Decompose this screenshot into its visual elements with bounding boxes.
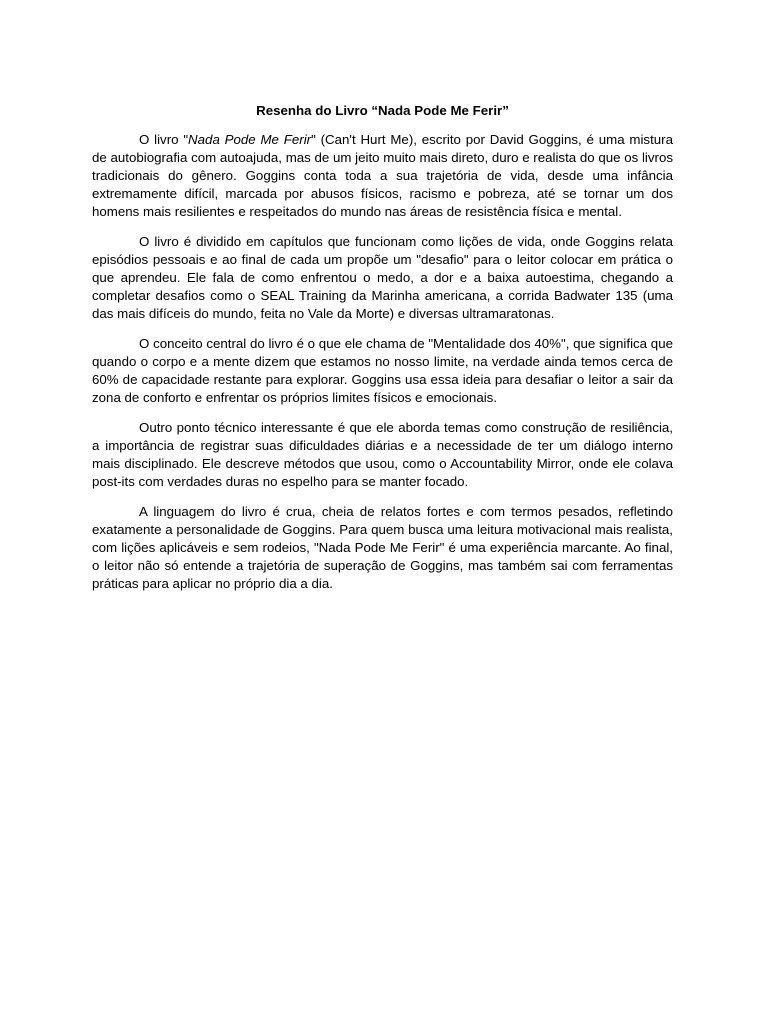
paragraph-1-italic-title: Nada Pode Me Ferir (188, 132, 312, 147)
paragraph-1-after: " (Can't Hurt Me), escrito por David Goggins, é uma mistura de autobiografia com autoajuda, mas de um jeito muito mais direto, duro e realista do que os livros tradicionais do gênero. Goggins conta toda a sua trajetória de vida, desde uma infância extremamente difícil, marcada por abusos físicos, racismo e pobreza, até se tornar um dos homens mais resilientes e respeitados do mundo nas áreas de resistência física e mental. (92, 132, 673, 219)
paragraph-4: Outro ponto técnico interessante é que ele aborda temas como construção de resiliência, a importância de registrar suas dificuldades diárias e a necessidade de ter um diálogo interno mais disciplinado. Ele descreve métodos que usou, como o Accountability Mirror, onde ele colava post-its com verdades duras no espelho para se manter focado. (92, 420, 673, 489)
paragraph-1-before: O livro " (139, 132, 189, 147)
paragraph-3: O conceito central do livro é o que ele chama de "Mentalidade dos 40%", que significa que quando o corpo e a mente dizem que estamos no nosso limite, na verdade ainda temos cerca de 60% de capacidade restante para explorar. Goggins usa essa ideia para desafiar o leitor a sair da zona de conforto e enfrentar os próprios limites físicos e emocionais. (92, 336, 673, 405)
document-title: Resenha do Livro “Nada Pode Me Ferir” (256, 103, 509, 118)
document-body (92, 102, 673, 605)
paragraph-1 (92, 131, 673, 221)
paragraph-2: O livro é dividido em capítulos que funcionam como lições de vida, onde Goggins relata episódios pessoais e ao final de cada um propõe um "desafio" para o leitor colocar em prática o que aprendeu. Ele fala de como enfrentou o medo, a dor e a baixa autoestima, chegando a completar desafios como o SEAL Training da Marinha americana, a corrida Badwater 135 (uma das mais difíceis do mundo, feita no Vale da Morte) e diversas ultramaratonas. (92, 234, 673, 321)
paragraph-5: A linguagem do livro é crua, cheia de relatos fortes e com termos pesados, refletindo exatamente a personalidade de Goggins. Para quem busca uma leitura motivacional mais realista, com lições aplicáveis e sem rodeios, "Nada Pode Me Ferir" é uma experiência marcante. Ao final, o leitor não só entende a trajetória de superação de Goggins, mas também sai com ferramentas práticas para aplicar no próprio dia a dia. (92, 504, 673, 591)
